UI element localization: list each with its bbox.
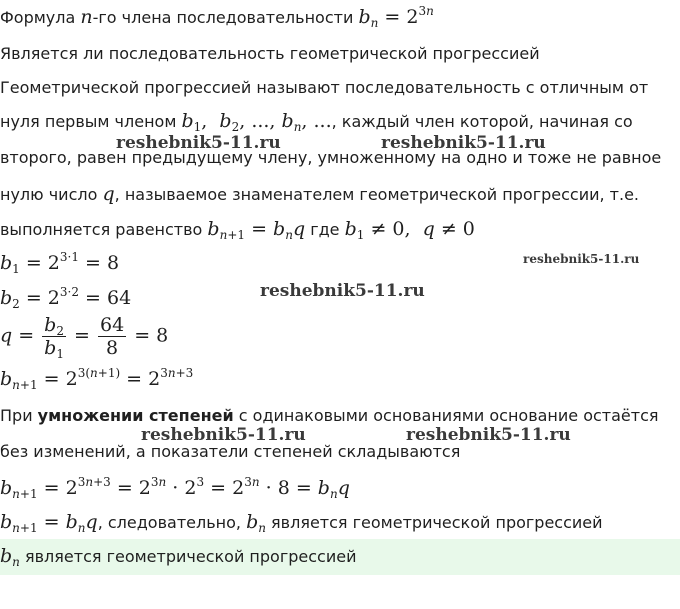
definition-line-2: нуля первым членом $b_1$, $b_2$, ..., $b_n$, ..., каждый член которой, начиная со — [0, 110, 633, 134]
watermark: reshebnik5-11.ru — [116, 133, 281, 153]
definition-line-3: второго, равен предыдущему члену, умноженному на одно и тоже не равное — [0, 148, 662, 167]
equation-b2: $b_2 = 2^{3\cdot 2} = 64$ — [0, 285, 132, 311]
rule-line-1: При умножении степеней с одинаковыми основаниями основание остаётся — [0, 406, 659, 425]
equation-q: q = $\frac{b_2}{b_1}$ = $\frac{64}{8}$ = 8 — [0, 314, 169, 361]
fraction-64-8: $\frac{64}{8}$ — [99, 314, 125, 359]
conclusion-line: $b_{n+1} = b_nq$, следовательно, $b_n$ является геометрической прогрессией — [0, 511, 603, 535]
definition-line-4: нулю число q, называемое знаменателем геометрической прогрессии, т.е. — [0, 183, 639, 205]
watermark: reshebnik5-11.ru — [406, 425, 571, 445]
equation-product: $b_{n+1} = 2^{3n+3} = 2^{3n} \cdot 2^3 = 2^{3n} \cdot 8 = b_nq$ — [0, 475, 350, 501]
watermark: reshebnik5-11.ru — [260, 281, 425, 301]
definition-line-1: Геометрической прогрессией называют последовательность с отличным от — [0, 78, 649, 97]
watermark: reshebnik5-11.ru — [381, 133, 546, 153]
question-line: Является ли последовательность геометрической прогрессией — [0, 44, 540, 63]
rule-line-2: без изменений, а показатели степеней складываются — [0, 442, 461, 461]
fraction-b2-b1: $\frac{b_2}{b_1}$ — [44, 314, 64, 361]
watermark: reshebnik5-11.ru — [141, 425, 306, 445]
equation-b1: $b_1 = 2^{3\cdot 1} = 8$ — [0, 250, 120, 276]
equation-bn1: $b_{n+1} = 2^{3(n+1)} = 2^{3n+3}$ — [0, 366, 194, 392]
definition-line-5: выполняется равенство $b_{n+1} = b_nq$ где $b_1 \ne 0$, q ≠ 0 — [0, 218, 475, 242]
watermark: reshebnik5-11.ru — [523, 252, 640, 266]
formula-line: Формула n-го члена последовательности $b_n = 2^{3n}$ — [0, 4, 434, 30]
answer-line: $b_n$ является геометрической прогрессией — [0, 545, 357, 569]
